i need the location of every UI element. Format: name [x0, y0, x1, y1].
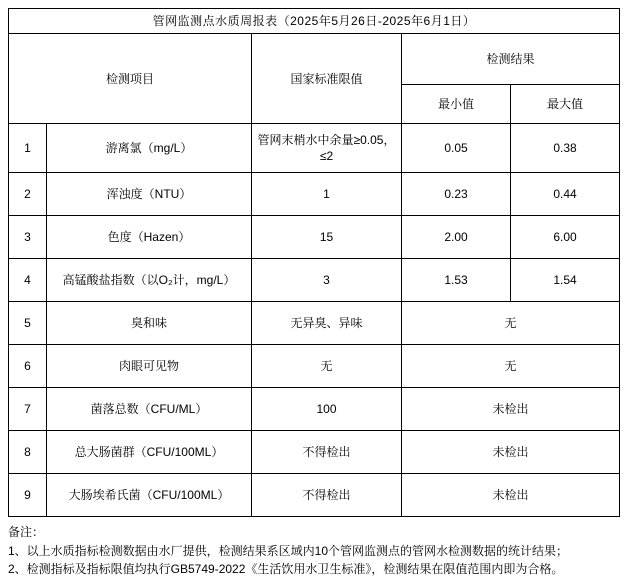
row-item: 色度（Hazen） — [47, 216, 252, 259]
notes-line-1: 1、以上水质指标检测数据由水厂提供，检测结果系区域内10个管网监测点的管网水检测数据的统计结果； — [8, 543, 569, 558]
table-row — [9, 474, 620, 517]
header-min: 最小值 — [402, 85, 511, 124]
table-title-row — [9, 9, 620, 34]
row-min: 0.23 — [402, 173, 511, 216]
row-min: 2.00 — [402, 216, 511, 259]
row-standard: 不得检出 — [252, 431, 402, 474]
page-title: 管网监测点水质周报表（2025年5月26日-2025年6月1日） — [9, 9, 620, 34]
row-result: 未检出 — [402, 431, 620, 474]
row-result: 未检出 — [402, 388, 620, 431]
row-min: 0.05 — [402, 124, 511, 173]
notes-line-2: 2、检测指标及指标限值均执行GB5749-2022《生活饮用水卫生标准》，检测结果在限值范围内即为合格。 — [8, 562, 564, 577]
row-index: 4 — [9, 259, 47, 302]
row-index: 7 — [9, 388, 47, 431]
row-standard: 不得检出 — [252, 474, 402, 517]
row-item: 浑浊度（NTU） — [47, 173, 252, 216]
row-item: 总大肠菌群（CFU/100ML） — [47, 431, 252, 474]
table-row — [9, 173, 620, 216]
header-item: 检测项目 — [9, 34, 252, 124]
row-index: 9 — [9, 474, 47, 517]
row-max: 0.44 — [511, 173, 620, 216]
row-index: 1 — [9, 124, 47, 173]
table-row — [9, 431, 620, 474]
table-header-row-1 — [9, 34, 620, 85]
row-result: 无 — [402, 345, 620, 388]
row-standard: 无异臭、异味 — [252, 302, 402, 345]
row-index: 3 — [9, 216, 47, 259]
table-row — [9, 259, 620, 302]
row-result: 未检出 — [402, 474, 620, 517]
water-quality-report-table — [8, 8, 620, 517]
row-standard: 管网末梢水中余量≥0.05，≤2 — [252, 124, 402, 173]
row-result: 无 — [402, 302, 620, 345]
row-standard: 3 — [252, 259, 402, 302]
row-index: 8 — [9, 431, 47, 474]
row-max: 6.00 — [511, 216, 620, 259]
row-item: 游离氯（mg/L） — [47, 124, 252, 173]
row-item: 高锰酸盐指数（以O₂计，mg/L） — [47, 259, 252, 302]
table-row — [9, 216, 620, 259]
row-item: 臭和味 — [47, 302, 252, 345]
table-row — [9, 345, 620, 388]
row-standard: 无 — [252, 345, 402, 388]
row-item: 菌落总数（CFU/ML） — [47, 388, 252, 431]
row-item: 肉眼可见物 — [47, 345, 252, 388]
row-index: 2 — [9, 173, 47, 216]
row-index: 5 — [9, 302, 47, 345]
row-standard: 100 — [252, 388, 402, 431]
table-row — [9, 124, 620, 173]
row-standard: 15 — [252, 216, 402, 259]
row-max: 0.38 — [511, 124, 620, 173]
table-row — [9, 388, 620, 431]
row-min: 1.53 — [402, 259, 511, 302]
row-max: 1.54 — [511, 259, 620, 302]
row-index: 6 — [9, 345, 47, 388]
header-max: 最大值 — [511, 85, 620, 124]
row-item: 大肠埃希氏菌（CFU/100ML） — [47, 474, 252, 517]
header-standard: 国家标准限值 — [252, 34, 402, 124]
header-result: 检测结果 — [402, 34, 620, 85]
row-standard: 1 — [252, 173, 402, 216]
notes-label: 备注： — [8, 525, 45, 540]
table-row — [9, 302, 620, 345]
